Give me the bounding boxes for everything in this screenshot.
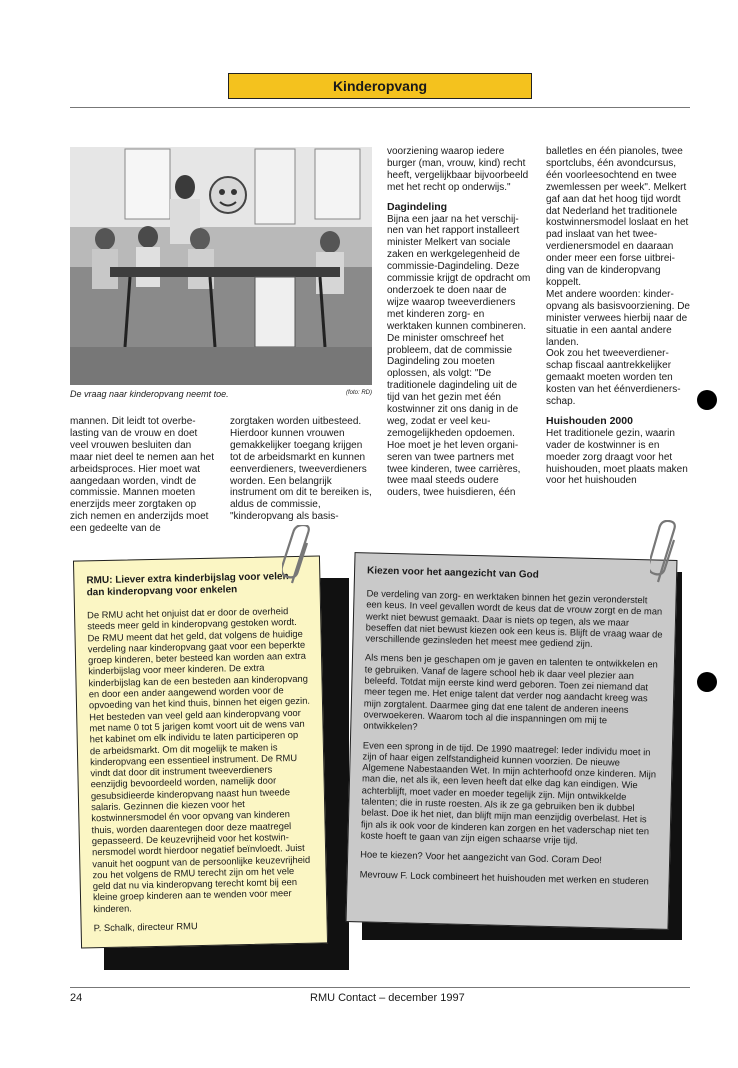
top-rule [70, 107, 690, 108]
punch-hole [697, 390, 717, 410]
paperclip-icon [650, 520, 686, 586]
sidebar-box-title: Kiezen voor het aangezicht van God [366, 565, 539, 581]
sidebar-box-body: De RMU acht het onjuist dat er door de overheid steeds meer geld in kinderopvang gestoken wordt. De RMU meent dat het geld, dat volgens de huidige verdeling naar kinderopvang gaat voor een beperkte groep kinderen, beter besteed kan worden aan extra kinderbijslag voor meer kinderen. De extra kinderbijslag kan de een besteden aan kinderopvang en door een ander aangewend worden voor de opvoeding van het kind thuis, binnen het eigen gezin. Het besteden van veel geld aan kinderopvang voor met name 0 tot 5 jarigen komt voort uit de wens van het kabinet om elk individu te laten participeren op de arbeidsmarkt. Om dit mogelijk te maken is kinderopvang een essentieel instrument. De RMU vindt dat door dit instrument tweeverdieners eenzijdig bevoordeeld worden, namelijk door gesubsidieerde kinderopvang naast hun tweede salaris. Gezinnen die kiezen voor het kostwinnersmodel én voor opvang van kinderen thuis, worden daarentegen door deze maatregel gepasseerd. De keuzevrijheid voor het kostwinnersmodel wordt hierdoor negatief beïnvloedt. Juist vanuit het oogpunt van de persoonlijke keuzevrijheid zou het volgens de RMU terecht zijn om het vele geld dat nu via kinderopvang terecht komt bij een kleine groep kinderen aan te wenden voor meer kinderen. [86, 605, 311, 914]
sidebar-box-paragraph: Even een sprong in de tijd. De 1990 maatregel: Ieder individu moet in zijn of haar eigen zelfstandigheid kunnen voorzien. De nieuwe Algemene Nabestaanden Wet. In mijn achterhoofd onze kinderen. Mijn man die, net als ik, een leven heeft dat elke dag kan eindigen. Wie achterblijft, moet vader en moeder tegelijk zijn. Mijn ontwikkelde talenten; die in ruste roesten. Als ik ze ga gebruiken ben ik dubbel belast. Doe ik het niet, dan blijft mijn man eenzijdig overbelast. Het is fijn als ik ook voor de kinderen kan zorgen en het vaderschap niet ten koste hoeft te gaan van zijn eigen schaarse vrije tijd. [360, 738, 657, 846]
footer-rule [70, 987, 690, 988]
sidebar-box-paragraph: Hoe te kiezen? Voor het aangezicht van God. Coram Deo! [360, 848, 603, 866]
sidebar-box-title: RMU: Liever extra kinderbijslag voor velen dan kinderopvang voor enkelen [86, 571, 289, 599]
punch-hole [697, 672, 717, 692]
article-col-4 [546, 146, 690, 487]
article-col-3 [387, 146, 531, 499]
photo-illustration [70, 147, 372, 385]
subheading-dagindeling: Dagindeling [387, 200, 448, 213]
publication-footer: RMU Contact – december 1997 [310, 992, 465, 1004]
sidebar-box-paragraph: Als mens ben je geschapen om je gaven en talenten te ontwikkelen en te gebruiken. Vanaf de lagere school heb ik daar veel plezier aan beleefd. Totdat mijn eerste kind werd geboren. Toen zei niemand dat meer tegen me. Het enige talent dat verder nog aandacht kreeg was mijn zorgtalent. Daarmee ging dat ene talent de anderen ineens overwoekeren. Waarom toch al die inspanningen om mij te ontwikkelen? [363, 651, 658, 732]
article-col-2-bottom [230, 416, 374, 523]
article-paragraph: Met andere woorden: kinderopvang als basisvoorziening. De minister verwees hierbij naar de situatie in een aantal andere landen. [546, 288, 690, 348]
article-paragraph: zorgtaken worden uitbesteed. Hierdoor kunnen vrouwen gemakkelijker toegang krijgen tot de arbeidsmarkt en kunnen eenverdieners, tweeverdieners worden. Een belangrijk instrument om dit te bereiken is, aldus de commissie, "kinderopvang als basis- [230, 416, 372, 523]
photo-caption-text: De vraag naar kinderopvang neemt toe. [70, 389, 229, 399]
sidebar-box-kiezen [346, 552, 678, 930]
article-col-1-bottom [70, 416, 214, 535]
photo-credit: (foto: RD) [345, 390, 372, 396]
paperclip-icon [282, 525, 318, 587]
article-paragraph: balletles en één pianoles, twee sportclubs, één avondcursus, één voorleesochtend en twee zwemlessen per week". Melkert gaf aan dat het hoog tijd wordt dat Nederland het traditionele kostwinnersmodel loslaat en het pad inslaat van het tweeverdienersmodel en daaraan onder meer een forse uitbreiding van de kinderopvang koppelt. [546, 146, 689, 288]
section-heading [228, 73, 532, 99]
sidebar-box-rmu [73, 555, 328, 948]
sidebar-box-paragraph: De verdeling van zorg- en werktaken binnen het gezin veronderstelt een keus. In veel gevallen wordt de keus dat de vrouw zorgt en de man werkt niet bewust gemaakt. Daar is niets op tegen, als we maar beseffen dat niet bewust kiezen ook een keus is. Blijft de vraag waar de verschillende gezinsleden het meest mee gediend zijn. [365, 587, 663, 650]
sidebar-box-paragraph: Mevrouw F. Lock combineert het huishouden met werken en studeren [359, 867, 649, 886]
article-paragraph: mannen. Dit leidt tot overbelasting van de vrouw en doet veel vrouwen besluiten dan maar niet deel te nemen aan het arbeidsproces. Hier moet wat aangedaan worden, vindt de commissie. Mannen moeten enerzijds meer zorgtaken op zich nemen en anderzijds moet een gedeelte van de [70, 416, 214, 535]
subheading-huishouden-2000: Huishouden 2000 [546, 414, 633, 427]
section-title: Kinderopvang [332, 78, 428, 94]
sidebar-box-signature: P. Schalk, directeur RMU [93, 920, 198, 934]
article-paragraph: Het traditionele gezin, waarin vader de kostwinner is en moeder zorg draagt voor het huishouden, moet plaats maken voor het huishouden [546, 427, 688, 487]
page-number: 24 [70, 992, 83, 1004]
article-paragraph: voorziening waarop iedere burger (man, vrouw, kind) recht heeft, vergelijkbaar bijvoorbeeld met het recht op onderwijs." [387, 146, 529, 193]
article-paragraph: Ook zou het tweeverdienerschap fiscaal aantrekkelijker gemaakt moeten worden ten kosten van het éénverdienersschap. [546, 348, 681, 408]
article-paragraph: Bijna een jaar na het verschijnen van het rapport installeert minister Melkert van sociale zaken en werkgelegenheid de commissie-Dagindeling. Deze commissie krijgt de opdracht om onderzoek te doen naar de wijze waarop tweeverdieners met kinderen zorg- en werktaken kunnen combineren. De minister omschreef het probleem, dat de commissie Dagindeling zou moeten oplossen, als volgt: "De traditionele dagindeling uit de tijd van het gezin met één kostwinner zit ons danig in de weg, zodat er veel keuzemogelijkheden opdoemen. Hoe moet je het leven organiseren van twee partners met twee kinderen, twee carrières, twee maal steeds oudere ouders, twee huisdieren, één [387, 213, 531, 499]
photo-caption [70, 389, 372, 399]
photo-children-daycare [70, 147, 372, 385]
